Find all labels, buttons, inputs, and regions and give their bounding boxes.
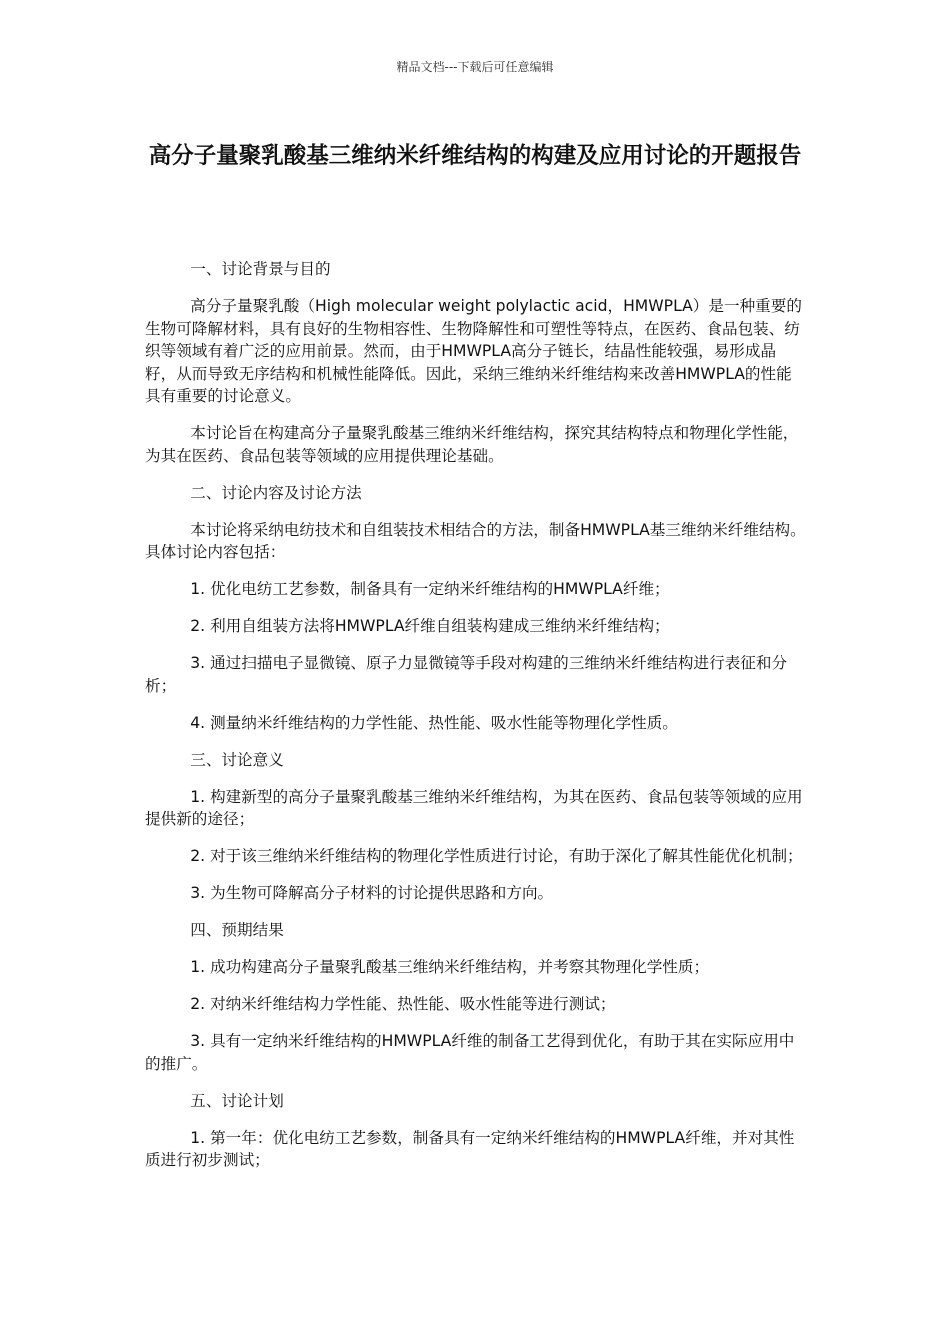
document-body [145,258,807,1186]
list-item: 3. 通过扫描电子显微镜、原子力显微镜等手段对构建的三维纳米纤维结构进行表征和分析； [145,654,788,695]
paragraph: 高分子量聚乳酸（High molecular weight polylactic acid，HMWPLA）是一种重要的生物可降解材料，具有良好的生物相容性、生物降解性和可塑性等特点，在医药、食品包装、纺织等领域有着广泛的应用前景。然而，由于HMWPLA高分子链长，结晶性能较强，易形成晶籽，从而导致无序结构和机械性能降低。因此，采纳三维纳米纤维结构来改善HMWPLA的性能具有重要的讨论意义。 [145,297,802,405]
document-title: 高分子量聚乳酸基三维纳米纤维结构的构建及应用讨论的开题报告 [148,143,802,169]
paragraph: 本讨论旨在构建高分子量聚乳酸基三维纳米纤维结构，探究其结构特点和物理化学性能，为其在医药、食品包装等领域的应用提供理论基础。 [145,424,799,465]
list-item: 4. 测量纳米纤维结构的力学性能、热性能、吸水性能等物理化学性质。 [190,713,678,732]
list-item: 3. 具有一定纳米纤维结构的HMWPLA纤维的制备工艺得到优化，有助于其在实际应用中的推广。 [145,1032,795,1073]
section-heading-expected-results: 四、预期结果 [190,921,284,939]
list-item: 2. 利用自组装方法将HMWPLA纤维自组装构建成三维纳米纤维结构； [190,617,670,635]
list-item: 2. 对于该三维纳米纤维结构的物理化学性质进行讨论，有助于深化了解其性能优化机制； [190,847,803,865]
list-item: 1. 成功构建高分子量聚乳酸基三维纳米纤维结构，并考察其物理化学性质； [190,958,710,976]
page-header: 精品文档---下载后可任意编辑 [396,60,554,74]
list-item: 1. 第一年：优化电纺工艺参数，制备具有一定纳米纤维结构的HMWPLA纤维，并对其性质进行初步测试； [145,1128,795,1169]
list-item: 1. 构建新型的高分子量聚乳酸基三维纳米纤维结构，为其在医药、食品包装等领域的应用提供新的途径； [145,787,803,828]
list-item: 2. 对纳米纤维结构力学性能、热性能、吸水性能等进行测试； [190,995,616,1013]
list-item: 3. 为生物可降解高分子材料的讨论提供思路和方向。 [190,884,554,902]
paragraph: 本讨论将采纳电纺技术和自组装技术相结合的方法，制备HMWPLA基三维纳米纤维结构。具体讨论内容包括： [145,520,806,561]
list-item: 1. 优化电纺工艺参数，制备具有一定纳米纤维结构的HMWPLA纤维； [190,580,670,598]
section-heading-background: 一、讨论背景与目的 [190,260,331,278]
section-heading-plan: 五、讨论计划 [190,1091,284,1110]
section-heading-content: 二、讨论内容及讨论方法 [190,483,362,502]
section-heading-significance: 三、讨论意义 [190,750,284,769]
